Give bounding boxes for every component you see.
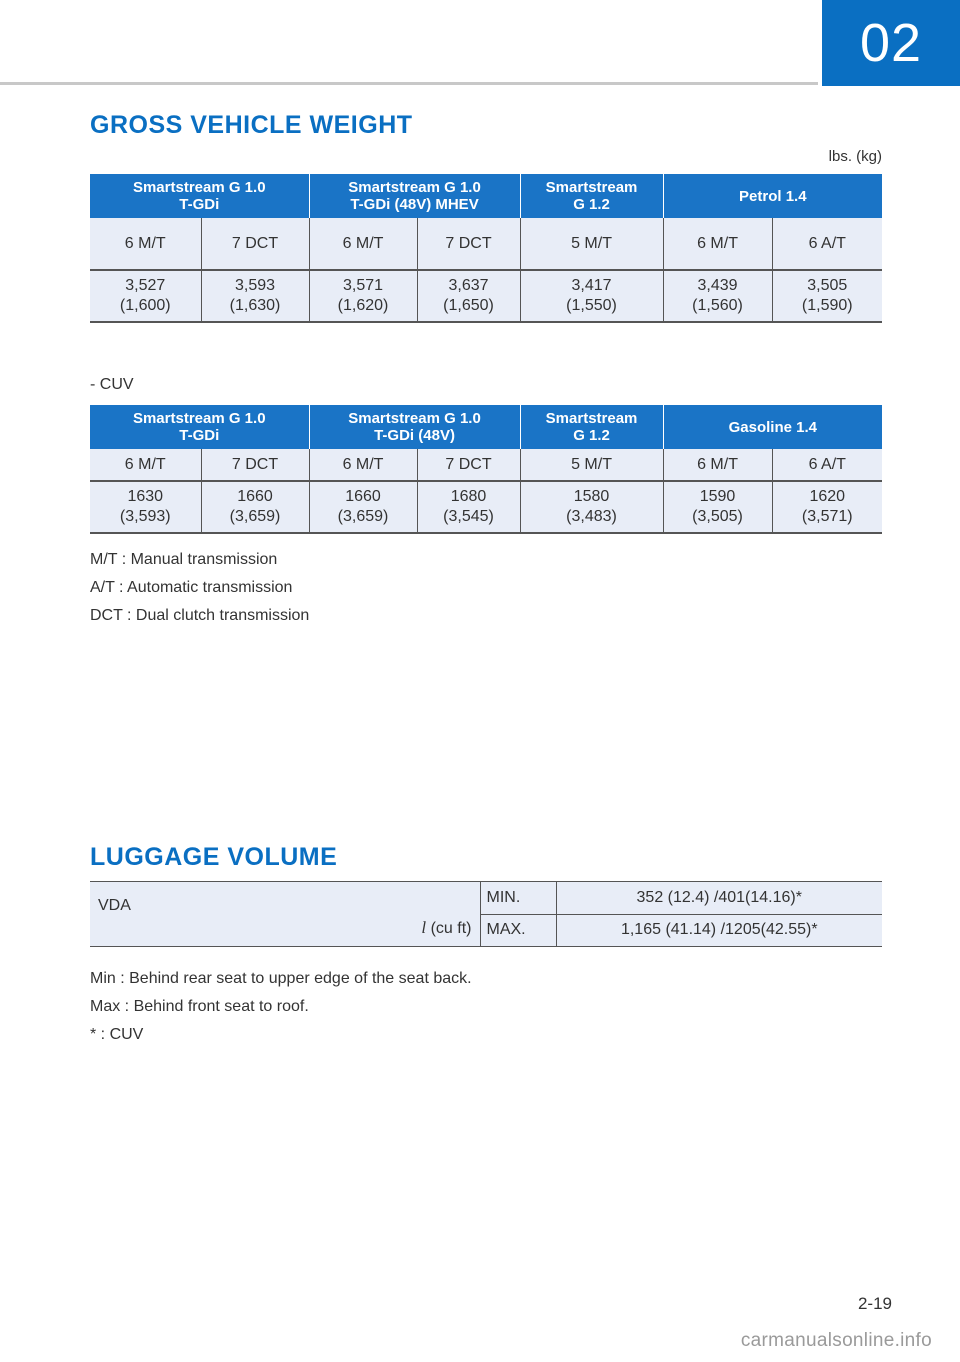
weight-cell: 1590 (3,505) (663, 481, 772, 533)
weight-cell: 3,439 (1,560) (663, 270, 772, 322)
gvw-title: GROSS VEHICLE WEIGHT (90, 111, 413, 139)
weight-cell: 3,527 (1,600) (90, 270, 201, 322)
watermark: carmanualsonline.info (740, 1330, 932, 1351)
transmission-cell: 7 DCT (201, 449, 309, 481)
transmission-cell: 6 M/T (90, 449, 201, 481)
transmission-cell: 7 DCT (417, 449, 520, 481)
weight-cell: 1680 (3,545) (417, 481, 520, 533)
note-line: Min : Behind rear seat to upper edge of the seat back. (90, 970, 472, 987)
transmission-cell: 6 A/T (772, 449, 882, 481)
engine-header: Smartstream G 1.0 T-GDi (48V) MHEV (309, 174, 520, 218)
luggage-min-row (90, 882, 882, 915)
note-line: A/T : Automatic transmission (90, 579, 293, 596)
cuv-value-row (90, 481, 882, 533)
transmission-cell: 6 A/T (772, 218, 882, 270)
engine-header: Smartstream G 1.2 (520, 405, 663, 449)
weight-cell: 1660 (3,659) (201, 481, 309, 533)
volume-unit: l (cu ft) (421, 918, 472, 937)
weight-cell: 1630 (3,593) (90, 481, 201, 533)
weight-cell: 1580 (3,483) (520, 481, 663, 533)
transmission-cell: 7 DCT (417, 218, 520, 270)
luggage-notes (90, 965, 472, 1049)
note-line: M/T : Manual transmission (90, 551, 278, 568)
engine-header: Smartstream G 1.0 T-GDi (48V) (309, 405, 520, 449)
max-value: 1,165 (41.14) /1205(42.55)* (556, 914, 882, 947)
transmission-cell: 5 M/T (520, 218, 663, 270)
min-value: 352 (12.4) /401(14.16)* (556, 882, 882, 915)
cuv-table (90, 405, 882, 534)
header-rule (0, 82, 818, 85)
gvw-unit: lbs. (kg) (828, 148, 882, 165)
weight-cell: 3,417 (1,550) (520, 270, 663, 322)
weight-cell: 1660 (3,659) (309, 481, 417, 533)
vda-cell (90, 882, 480, 947)
cuv-transmission-row (90, 449, 882, 481)
transmission-notes (90, 546, 309, 630)
gvw-table (90, 174, 882, 323)
note-line: DCT : Dual clutch transmission (90, 607, 310, 624)
weight-cell: 3,505 (1,590) (772, 270, 882, 322)
weight-cell: 3,571 (1,620) (309, 270, 417, 322)
gvw-header-row (90, 174, 882, 218)
weight-cell: 3,637 (1,650) (417, 270, 520, 322)
transmission-cell: 6 M/T (90, 218, 201, 270)
chapter-tab: 02 (822, 0, 960, 86)
transmission-cell: 6 M/T (309, 449, 417, 481)
transmission-cell: 7 DCT (201, 218, 309, 270)
luggage-table (90, 881, 882, 947)
engine-header: Smartstream G 1.2 (520, 174, 663, 218)
page-number: 2-19 (857, 1294, 892, 1313)
gvw-value-row (90, 270, 882, 322)
engine-header: Smartstream G 1.0 T-GDi (90, 174, 309, 218)
luggage-title: LUGGAGE VOLUME (90, 843, 338, 871)
weight-cell: 1620 (3,571) (772, 481, 882, 533)
min-label: MIN. (480, 882, 556, 915)
weight-cell: 3,593 (1,630) (201, 270, 309, 322)
cuv-label: - CUV (90, 376, 134, 393)
transmission-cell: 6 M/T (663, 218, 772, 270)
engine-header: Gasoline 1.4 (663, 405, 882, 449)
transmission-cell: 6 M/T (309, 218, 417, 270)
max-label: MAX. (480, 914, 556, 947)
cuv-header-row (90, 405, 882, 449)
transmission-cell: 6 M/T (663, 449, 772, 481)
engine-header: Petrol 1.4 (663, 174, 882, 218)
note-line: * : CUV (90, 1026, 144, 1043)
transmission-cell: 5 M/T (520, 449, 663, 481)
engine-header: Smartstream G 1.0 T-GDi (90, 405, 309, 449)
vda-label: VDA (98, 897, 131, 914)
note-line: Max : Behind front seat to roof. (90, 998, 309, 1015)
gvw-transmission-row (90, 218, 882, 270)
